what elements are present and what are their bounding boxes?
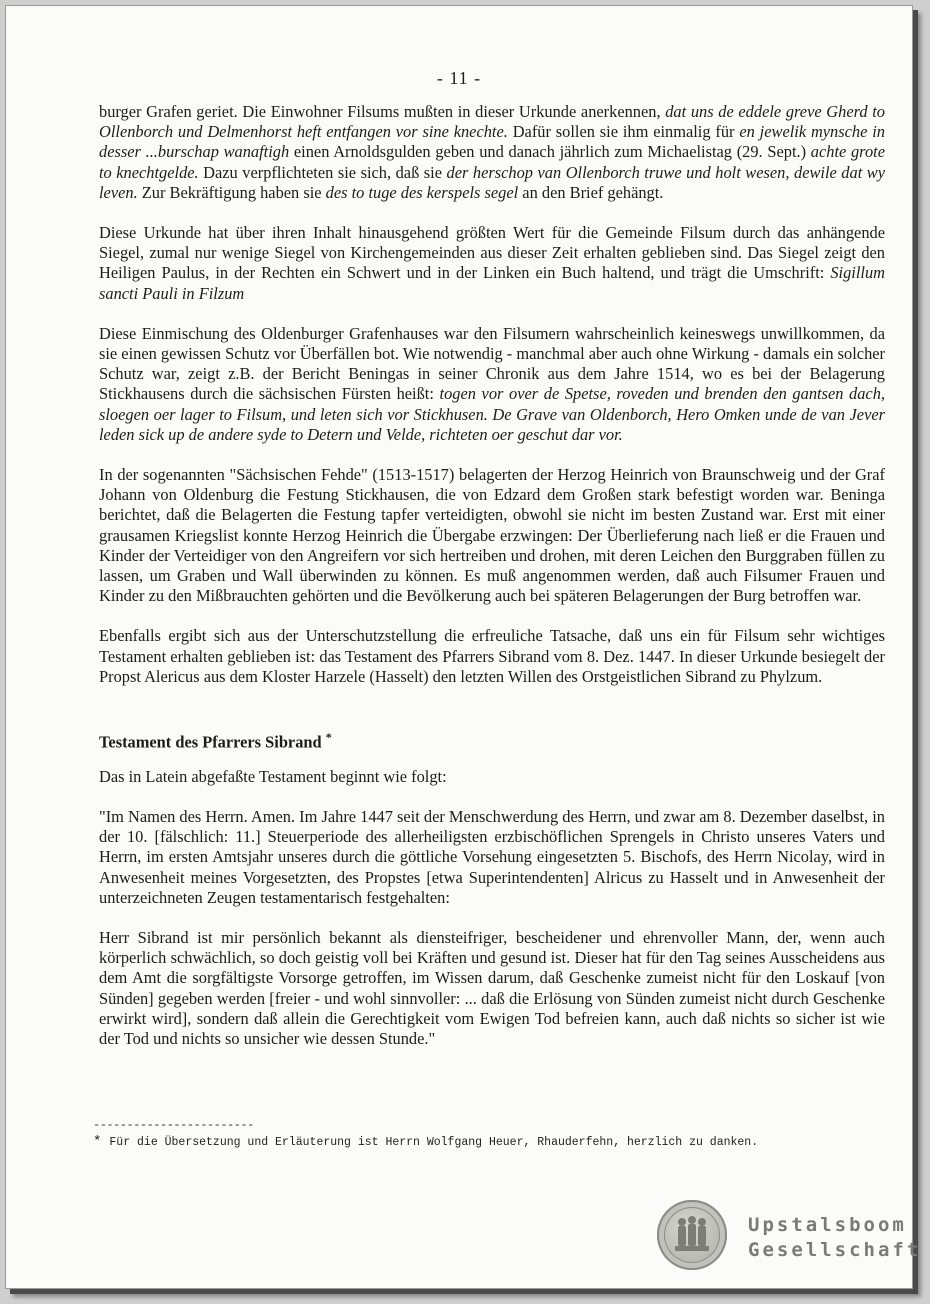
paragraph-quote-sibrand — [99, 928, 885, 1049]
footnote-mark: * — [93, 1134, 102, 1150]
quoted-phrase: des to tuge des kerspels segel — [325, 182, 519, 202]
seal-logo — [657, 1200, 727, 1270]
brand-line-2: Gesellschaft — [748, 1239, 922, 1261]
quoted-phrase: achte grote to knechtgelde. — [99, 142, 885, 182]
footnote-reference: * — [325, 730, 332, 745]
seal-figures-icon — [657, 1200, 727, 1270]
page-number: - 11 - — [436, 68, 482, 88]
paragraph-quote-intro — [99, 807, 885, 908]
paragraph-latein — [99, 767, 885, 787]
text-run: einen Arnoldsgulden geben und danach jährlich zum Michaelistag (29. Sept.) — [289, 142, 811, 162]
brand-line-1: Upstalsboom — [748, 1214, 907, 1236]
text-run: Zur Bekräftigung haben sie — [137, 182, 326, 202]
paragraph-saechsische-fehde — [99, 465, 885, 606]
text-run: Dazu verpflichteten sie sich, daß sie — [198, 162, 447, 182]
text-run: In der sogenannten "Sächsischen Fehde" (1513-1517) belagerten der Herzog Heinrich von Braunschweig und der Graf Johann von Oldenburg die Festung Stickhausen, die von Edzard dem Großen stark befestigt worden war. Beninga berichtet, daß die Belagerten die Festung tapfer verteidigten, obwohl sie nicht im besten Zustand war. Erst mit einer grausamen Kriegslist konnte Herzog Heinrich die Übergabe erzwingen: Der Überlieferung nach ließ er die Frauen und Kinder der Verteidiger von den Angreifern vor sich hertreiben und drohen, mit deren Leichen den Burggraben füllen zu lassen, um Graben und Wall überwinden zu können. Es muß angenommen werden, daß auch Filsumer Frauen und Kinder zu den Mißbrauchten gehörten und die Bevölkerung auch bei späteren Belagerungen der Burg betroffen war. — [99, 465, 885, 606]
paragraph-einmischung — [99, 324, 885, 445]
paragraph-siegel — [99, 223, 885, 304]
body-text — [99, 102, 885, 1069]
document-page — [5, 5, 913, 1289]
footnote-text: Für die Übersetzung und Erläuterung ist Herrn Wolfgang Heuer, Rhauderfehn, herzlich zu danken. — [109, 1136, 759, 1149]
text-run: "Im Namen des Herrn. Amen. Im Jahre 1447 seit der Menschwerdung des Herrn, und zwar am 8. Dezember daselbst, in der 10. [fälschlich: 11.] Steuerperiode des allerheiligsten erzbischöflichen Sprengels in Christo unseres Vaters und Herrn, im ersten Amtsjahr unseres durch die göttliche Vorsehung eingesetzten 5. Bischofs, des Herrn Nicolay, wird in Anwesenheit meines Vorgesetzten, des Propstes [etwa Superintendenten] Alricus zu Hasselt und in Anwesenheit der unterzeichneten Zeugen testamentarisch festgehalten: — [99, 806, 885, 907]
footnote-separator: ------------------------ — [93, 1118, 254, 1132]
text-run: Dafür sollen sie ihm einmalig für — [507, 122, 740, 142]
text-run: Herr Sibrand ist mir persönlich bekannt als diensteifriger, bescheidener und ehrenvoller Mann, der, wenn auch körperlich schwächlich, so doch geistig voll bei Kräften und gesund ist. Dieser hat für den Tag seines Ausscheidens aus dem Amt die sorgfältigste Vorsorge getroffen, im Wissen darum, daß Geschenke zumeist nicht für den Loskauf [von Sünden] gegeben werden [freier - und wohl sinnvoller: ... daß die Erlösung von Sünden zumeist nicht durch Geschenke erwirkt wird], sondern daß allein die Gerechtigkeit vom Ewigen Tod befreien kann, auch daß nichts so sicher ist wie der Tod und nichts so unsicher wie dessen Stunde." — [99, 927, 885, 1048]
text-run: Diese Urkunde hat über ihren Inhalt hinausgehend größten Wert für die Gemeinde Filsum durch das anhängende Siegel, zumal nur wenige Siegel von Kirchengemeinden aus dieser Zeit erhalten geblieben sind. Das Siegel zeigt den Heiligen Paulus, in der Rechten ein Schwert und in der Linken ein Buch haltend, und trägt die Umschrift: — [99, 223, 885, 283]
quoted-phrase: togen vor over de Spetse, roveden und brenden den gantsen dach, sloegen oer lager to Filsum, und leten sich vor Stickhusen. De Grave van Oldenborch, Hero Omken unde de van Jever leden sick up de andere syde to Detern und Velde, richteten oer geschut dar vor. — [99, 384, 885, 444]
section-heading-text: Testament des Pfarrers Sibrand — [99, 732, 322, 752]
text-run: an den Brief gehängt. — [518, 182, 664, 202]
quoted-phrase: der herschop van Ollenborch truwe und holt wesen, dewile dat wy leven. — [99, 162, 885, 202]
quoted-phrase: Sigillum sancti Pauli in Filzum — [99, 263, 885, 303]
brand-name — [748, 1213, 921, 1263]
paragraph-testament-erhalten — [99, 626, 885, 687]
quoted-phrase: en jewelik mynsche in desser ...burschap wanaftigh — [99, 122, 885, 162]
text-run: burger Grafen geriet. Die Einwohner Filsums mußten in dieser Urkunde anerkennen, — [99, 102, 666, 121]
text-run: Diese Einmischung des Oldenburger Grafenhauses war den Filsumern wahrscheinlich keineswegs unwillkommen, da sie einen gewissen Schutz vor Überfällen bot. Wie notwendig - manchmal aber auch ohne Wirkung - damals ein solcher Schutz war, zeigt z.B. der Bericht Beningas in seiner Chronik aus dem Jahre 1514, wo es bei der Belagerung Stickhausens durch die sächsischen Fürsten heißt: — [99, 323, 885, 404]
text-run: Das in Latein abgefaßte Testament beginnt wie folgt: — [99, 766, 447, 786]
quoted-phrase: dat uns de eddele greve Gherd to Ollenborch und Delmenhorst heft entfangen vor sine knechte. — [99, 102, 885, 142]
footnote — [93, 1134, 853, 1150]
text-run: Ebenfalls ergibt sich aus der Unterschutzstellung die erfreuliche Tatsache, daß uns ein für Filsum sehr wichtiges Testament erhalten geblieben ist: das Testament des Pfarrers Sibrand vom 8. Dez. 1447. In dieser Urkunde besiegelt der Propst Alericus aus dem Kloster Harzele (Hasselt) den letzten Willen des Orstgeistlichen Sibrand zu Phylzum. — [99, 626, 885, 686]
section-heading — [99, 727, 885, 753]
paragraph-urkunde-grafen — [99, 102, 885, 203]
